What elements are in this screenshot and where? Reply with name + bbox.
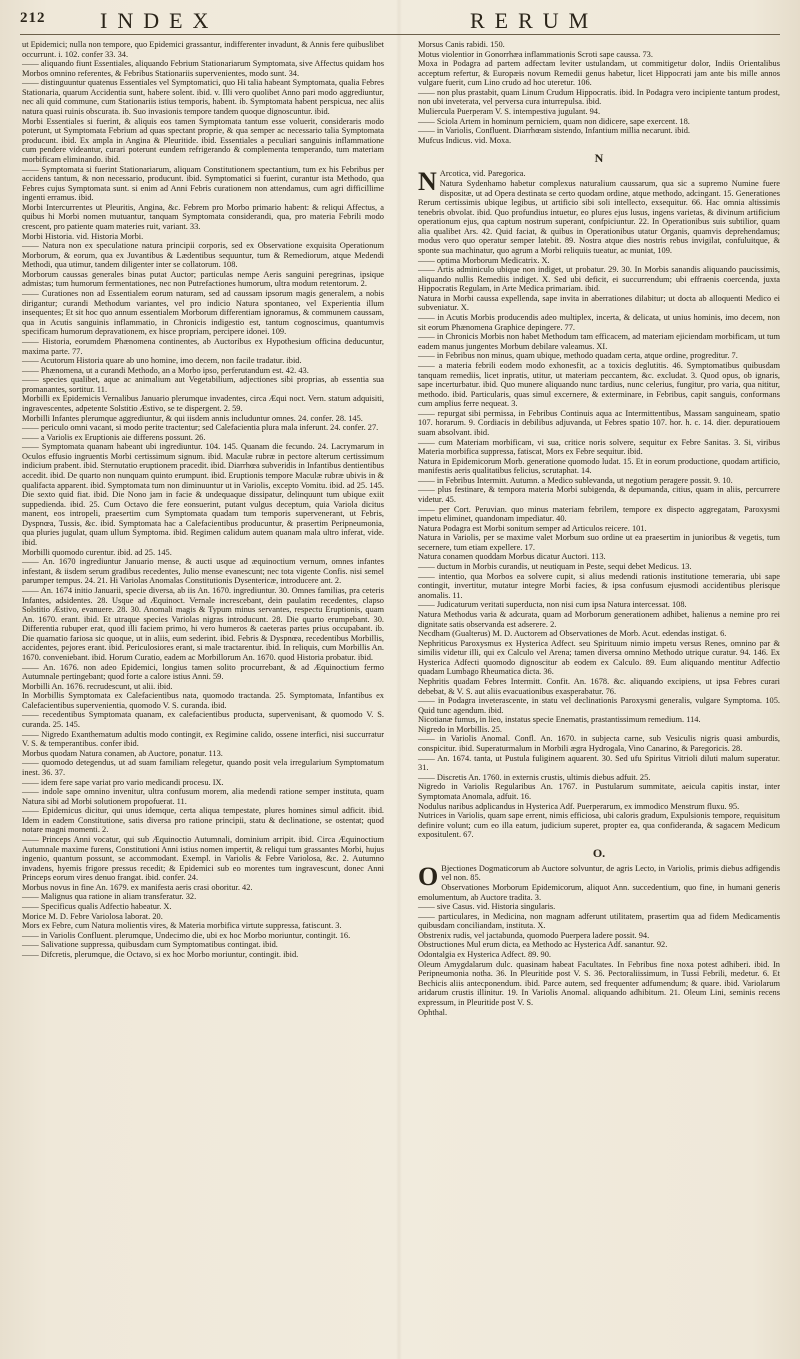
index-entry-text: —— Artis adminiculo ubique non indiget, ut probatur. 29. 30. In Morbis sanandis aliquando paucissimis, aliquando nullis Remediis indiget. X. Sed ubi deficit, ei succurrendum; ubi effraenis coercenda, juxta Hippocratis Regulam, in Arte Medica primariam. ibid. [418, 265, 780, 294]
index-entry-text: Morsus Canis rabidi. 150. [418, 40, 505, 49]
index-entry [22, 758, 384, 777]
index-entry-text: Nutrices in Variolis, quam sape errent, nimis efficiosa, ubi caloris gradum, Expulsionis tempore, requisitum definire volunt; cum eo illa eatum, judicium superet, propter ea, qua confideranda, & sagacem Medicum expositulent. 67. [418, 811, 780, 840]
index-entry [418, 1008, 780, 1018]
index-entry [22, 203, 384, 232]
index-entry-text: —— in Febribus non minus, quam ubique, methodo quadam certa, atque ordine, progreditur. 7. [418, 351, 738, 361]
index-entry [418, 59, 780, 88]
index-entry [22, 931, 384, 941]
entries-o [418, 861, 780, 1017]
index-entry [418, 351, 780, 361]
index-entry-text: Moxa in Podagra ad partem adfectam leviter ustulandam, ut commitigetur dolor, Indiis Orientalibus acceptum refertur, & Europæis novum Remedii genus habetur, licet Hippocrati jam ante bis mille annos vulgare fuerit, cum Lino crudo ad hoc uteretur. 106. [418, 59, 780, 88]
index-entry-text: —— in Podagra inveterascente, in statu vel declinationis Paroxysmi generalis, vulgare Symptoma. 105. Quid tunc agendum. ibid. [418, 696, 780, 715]
index-entry [418, 715, 780, 725]
index-entry [22, 414, 384, 424]
index-entry-text: Morbus quodam Natura conamen, ab Auctore, ponatur. 113. [22, 748, 223, 758]
index-entry [22, 59, 384, 78]
index-entry-text: Muliercula Puerperam V. S. intempestiva jugulant. 94. [418, 107, 601, 117]
index-entry-text: —— Discretis An. 1760. in externis crustis, ultimis diebus adfuit. 25. [418, 772, 651, 782]
index-entry [22, 117, 384, 165]
index-entry [22, 394, 384, 413]
index-entry [22, 912, 384, 922]
index-entry-text: —— Symptomata quanam habeant ubi ingrediuntur. 104. 145. Quanam die fecundo. 24. Lacrymarum in Oculos effusio ingruentis Morbi certissimum signum. ibid. Maculæ rubræ in pectore alterum certissimum indicium prabent. ibid. Sternutatio eruptionem pracedit. ibid. Diarrhœa subveridis in Infantibus dentientibus accedit. ibid. De quarto non nunquam quinto erumpunt. ibid. Eruptionis tempore Maculæ rubræ ubivis in & qualifacta apparent. ibid. Symptomata tum non diminuuntur ut in Variolis, excepto Vomitu. ibid. ad 25. 145. Die sexto quid fiat. ibid. Die Nono jam in facie & undequaque dissipatur, delinquunt tum ubique exiit suppedienda. ibid. 25. Cum Octavo die fere eonsuerint, putant vulgus deceptum, quia Variola dicitus manent, eos intropeli, praesertim cum Symptomata quadam tum temporis supervenerant, ut Febris, Dyspnœa, Tussis, &c. ibid. Symptomata hac a Calefacientibus producuntur, & prasertim Peripneumonia, qua pluries jugulat, quam ullum Symptoma. ibid. Regimen calidum autem quanam mala ultro inferat, vide. ibid. [22, 442, 384, 548]
index-entry [22, 423, 384, 433]
index-entry [418, 572, 780, 601]
index-entry-text: —— aliquando fiunt Essentiales, aliquando Febrium Stationariarum Symptomata, sive Affectus quidam hos Morbos omnino referentes, & Febribus Stationariis supervenientes, modo sunt. 34. [22, 59, 385, 78]
index-entry-text: —— quomodo detegendus, ut ad suam familiam relegetur, quando posit vela irregularium Symptomatum inest. 36. 37. [22, 758, 384, 777]
index-entry-text: Nicotianæ fumus, in lieo, instatus specie Enematis, prastantissimum remedium. 114. [418, 715, 701, 725]
index-entry-text: Morbilli Infantes plerumque aggrediuntur, & qui iisdem annis includuntur omnes. 24. confer. 28. 145. [22, 413, 363, 423]
index-entry [418, 126, 780, 136]
index-entry-text: Natura Podagra est Morbi sonitum semper ad Articulos reicere. 101. [418, 523, 647, 533]
entries-m [418, 40, 780, 145]
index-entry-text: —— idem fere sape variat pro vario medicandi procesu. IX. [22, 777, 224, 787]
index-entry-text: Nephritis quadam Febres Intermitt. Confit. An. 1678. &c. aliquando excipiens, ut ipsa Febres curari debebat, & V. S. aut aliis evacuationibus exasperabatur. 76. [418, 677, 780, 696]
index-entry [418, 107, 780, 117]
index-entry [418, 902, 780, 912]
index-entry [22, 749, 384, 759]
index-entry-text: Observationes Morborum Epidemicorum, aliquot Ann. succedentium, quo fine, in humani generis emolumentum, ab Auctore tradita. 3. [418, 882, 780, 902]
index-entry-text: Morbus novus in fine An. 1679. ex manifesta aeris crasi oboritur. 42. [22, 882, 253, 892]
index-entry [418, 294, 780, 313]
index-entry-text: Morbilli quomodo curentur. ibid. ad 25. 145. [22, 547, 172, 557]
index-entry [418, 265, 780, 294]
index-entry [418, 167, 780, 197]
index-entry-text: —— intentio, qua Morbos ea solvere cupit, si alius medendi rationis institutione temeraria, ubi sape contingit, invertitur, mutatur integre Morbi facies, & ipsa confusum ejusmodi accidentibus plerisque anomalis. 11. [418, 571, 780, 600]
running-head-right: RERUM [470, 8, 599, 33]
index-entry-text: Morbi Historia. vid. Historia Morbi. [22, 231, 144, 241]
index-entry-text: —— periculo omni vacant, si modo perite tractentur; sed Calefacientia plura mala inferunt. 24. confer. 27. [22, 423, 379, 433]
index-entry [22, 40, 384, 59]
index-entry-text: —— Specificus qualis Adfectio habeatur. X. [22, 902, 172, 912]
index-entry [418, 409, 780, 438]
index-entry-text: Necdham (Gualterus) M. D. Auctorem ad Observationes de Morb. Acut. edendas instigat. 6. [418, 629, 727, 639]
index-entry-text: —— Epidemicus dicitur, qui unus idemque, certa aliqua tempestate, plures homines simul adficit. ibid. Idem in eadem Constitutione, satis diversa pro ratione principii, statu & declinatione, se ostentat; quod notare magni momenti. 2. [22, 806, 384, 835]
index-entry [418, 457, 780, 476]
index-entry-text: Natura Sydenhamo habetur complexus naturalium caussarum, qua sic a supremo Numine fuere dispositæ, ut ad Opera destinata se certo quodam ordine, atque methodo, adcingant. 15. Generationes Rerum certissimis ubique legibus, ut artificio sibi soli intellecto, exsequitur. 66. Hac omnia altissimis tenebris obvolat. ibid. Quo profundius intuetur, eo plures ejus lusus, ingens varietas, & divinum artificium operationum ejus, qua captum nostrum superant, confpiciuntur. 22. In Operationibus suis subtilior, quam alia qualibet Ars. 42. Quid faciat, & quibus in Operationibus utatur Organis, quamvis deprehendamus; modus vero quo operatur semper latebit. 89. Nostra atque dies nostris rebus invigilat, confuluitque, & sponte sua machinatur, quo agrum a Morbi reliquiis tueatur, ac muniat, 109. [418, 178, 780, 255]
index-entry [418, 811, 780, 840]
index-column-left [22, 40, 384, 960]
index-entry [22, 663, 384, 682]
index-entry [22, 835, 384, 883]
index-entry-text: Arcotica, vid. Paregorica. [439, 169, 526, 179]
index-entry [22, 787, 384, 806]
index-entry [22, 682, 384, 692]
section-letter-n: N [594, 151, 604, 166]
index-entry-text: Natura Methodus varia & adcurata, quam ad Morborum generationem adhibet, halienus a nemine pro rei dignitate satis observanda est adserere. 2. [418, 609, 780, 629]
index-entry [22, 730, 384, 749]
index-entry-text: Ophthal. [418, 1007, 448, 1017]
index-entry-text: —— Nigredo Exanthematum adultis modo contingit, ex Regimine calido, ossene interfici, nisi succurratur V. S. & temperantibus. confer ibid. [22, 729, 384, 749]
index-entry-text: —— a materia febrili eodem modo exhonesfit, ac a toxicis deglutitis. 46. Symptomatibus quibusdam tanquam remediis, licet inpratis, utitur, ut materiam peccantem, &c. excludat. 3. Quod opus, ob ignaris, sape incerturbatur. ibid. Quo munere aliquando nunc tardius, nunc celerius, fungitur, pro varia, qua nititur, methodo. ibid. Particularis, quas simul excernere, & exterminare, in Febribus, capit sanguis, conformans cum amplius ferre nequeat. 3. [418, 360, 780, 409]
index-column-right [418, 40, 780, 1017]
index-entry [418, 610, 780, 629]
index-entry-text: —— Curationes non ad Essentialem eorum naturam, sed ad caussam ipsorum magis generalem, a nobis dirigantur; curandi Methodum variantes, vel pro indicio Natura spontaneo, vel Experientia illum insequentes; Et sit hoc quo annum essentialem Morborum differentiam ignoramus, & communem caussam, qua in Acutis sanguinis inflammatio, in Chronicis indigestio est, tantum cognoscimus, quantumvis specificam humorum depravationem, ex hisce propriam, percipere idonei. 109. [22, 289, 384, 337]
index-entry [418, 40, 780, 50]
index-entry-text: —— Judicaturum veritati superducta, non nisi cum ipsa Natura intercessat. 108. [418, 600, 687, 610]
index-entry-text: Natura conamen quoddam Morbus dicatur Auctori. 113. [418, 552, 606, 562]
index-entry [418, 88, 780, 107]
index-entry [22, 442, 384, 547]
index-entry [418, 361, 780, 409]
index-entry [22, 557, 384, 586]
index-entry [418, 912, 780, 931]
index-entry [418, 782, 780, 801]
index-entry-text: Natura in Morbi caussa expellenda, sape invita in aberrationes dilabitur; ut docta ab alloquenti Medico ei subveniatur. X. [418, 293, 780, 313]
index-entry-text: Oleum Amygdalarum dulc. quasinam habeat Facultates. In Febribus fine noxa potest adhiberi. ibid. In Peripneumonia notha. 36. In Pleuritide post V. S. 36. Pectoraliissimum, in Tussi Febrili, medetur. 6. Et Bechicis aliis antecponendum. ibid. Parce autem, sed frequenter adfumendum; & quare. ibid. Variolarum aridarum crustis illinitur. 19. In Variolis Anomal. aliquando adhibitum. 21. Oleum Lini, seminis recens expressum, in Pleuritide post V. S. [418, 959, 780, 1007]
index-entry [418, 562, 780, 572]
index-entry-text: —— ductum in Morbis curandis, ut neutiquam in Peste, sequi debet Medicus. 13. [418, 562, 692, 572]
index-entry-text: —— An. 1674 initio Januarii, specie diversa, ab iis An. 1670. ingrediuntur. 30. Omnes familias, pra ceteris Infantes, adsidentes. 28. Usque ad Æquinoct. Vernale increscebant, dein paulatim recedentes, clapso Solstitio Æstivo, evanuere. 28. 30. Anomali magis & Typum minus servantes, respectu Eruptionis, quam An. 1670. erant. ibid. Et utraque species Variolas nigras introducunt. 28. Die quarto erumpebant. 30. Differentia rubuper erat, quod illi faciem primo, hi vero humeros & caeteras partes prius occupabant. ib. Die quamatio fariosa sic quoque, ut in aliis, eum sederint. ibid. Febris & Dyspnœa, recedentibus Morbillis, accidentes, pejores erant. ibid. Periculosiores erant, si male tractarentur. ibid. In reliquis, cum Morbillis An. 1670. conveniebant. ibid. Horum Curatio, eadem ac Morbillorum An. 1670. quod Historia probatur. ibid. [22, 585, 384, 662]
index-entry [418, 773, 780, 783]
index-entry-text: —— Phænomena, ut a curandi Methodo, an a Morbo ipso, perferutandum est. 42. 43. [22, 365, 309, 375]
index-entry [22, 337, 384, 356]
index-entry [418, 313, 780, 332]
index-entry [418, 600, 780, 610]
index-entry [22, 356, 384, 366]
index-entry [418, 332, 780, 351]
index-entry [418, 179, 780, 256]
index-entry-text: Morbi Essentiales si fuerint, & aliquis eos tamen Symptomata tantum esse voluerit, consideraris modo poterunt, ut Symptomata Febrium ad quas spectant proprie, & qua semper ac necessario talia Symptomata producunt. ibid. Ex ampla in Angina & Pleuritide. ibid. Essentiales a peculiari sanguinis inflammatione cum pendere videantur, curari poterunt eundem refrigerando & complementa temperando, tum materiam morbificam eliminando. ibid. [22, 116, 384, 164]
index-entry-text: —— An. 1674. tanta, ut Pustula fuliginem aquarent. 30. Sed ufu Spiritus Vitrioli diluti malum superatur. 31. [418, 753, 780, 773]
index-entry-text: —— distinguuntur quatenus Essentiales vel Symptomatici, quo Hi talia habeant Symptomata, qualia Febres Stationaria, quarum Accidentia sunt, habere solent. ibid. v. Illi vero quolibet Anno pari modo aggrediuntur, nec ali quid commune, cum Stationariis istius temporis, habent. ib. Symptomata habent perspicua, nec aliis natura quasi ruinis obscurata. ib. Suo invasionis tempore tandem quoque dignoscuntur. ibid. [22, 78, 384, 117]
index-entry [418, 802, 780, 812]
index-entry [22, 691, 384, 710]
index-entry-text: Motus violentior in Gonorrhæa inflammationis Scroti sape caussa. 73. [418, 49, 653, 59]
index-entry-text: Natura in Variolis, per se maxime valet Morbum suo ordine ut ea praesertim in junioribus & vegetis, tum secernere, tum etiam expellere. 17. [418, 533, 780, 552]
index-entry [418, 960, 780, 1008]
index-entry-text: Morice M. D. Febre Variolosa laborat. 20. [22, 911, 163, 921]
index-entry-text: —— cum Materiam morbificam, vi sua, critice noris solvere, sequitur ex Febre Sanitas. 3. Si, viribus Materia morbifica suppressa, fatiscat, Mors ex Febre sequitur. ibid. [418, 437, 780, 457]
index-entry [418, 883, 780, 902]
index-entry-text: —— particulares, in Medicina, non magnam adferunt utilitatem, prasertim qua ad fidem Medicamentis quibusdam conciliandam, instituta. X. [418, 911, 780, 931]
index-entry-text: —— indole sape omnino invenitur, ultra confusum morem, alia medendi ratione semper instituta, quam Natura sibi ad Morbi solutionem propofuerat. 11. [22, 787, 384, 806]
index-entry-text: Nigredo in Variolis Regularibus An. 1767. in Pustularum summitate, aeicula capitis instar, inter Symptomata Anomala, adfuit. 16. [418, 782, 780, 801]
index-entry-text: —— in Variolis Confluent. plerumque, Undecimo die, ubi ex hoc Morbo moriuntur, contingit. 16. [22, 930, 351, 940]
index-entry [22, 241, 384, 270]
index-entry [22, 940, 384, 950]
index-entry [418, 754, 780, 773]
index-entry [418, 725, 780, 735]
index-entry-text: —— non plus prastabit, quam Linum Crudum Hippocratis. ibid. In Podagra vero incipiente tantum prodest, non ubi inveterata, vel perversa cura inturrepulsa. ibid. [418, 87, 780, 107]
index-entry-text: —— repurgat sibi permissa, in Febribus Continuis aqua ac Intermittentibus, Massam sanguineam, spatio 107. horarum. 9. Cordiacis in debilibus adjuvanda, ut Febres spatio 107. hor. h. c. 14. dier. depuratiouem suam absolvant. ibid. [418, 408, 780, 437]
index-entry [418, 696, 780, 715]
index-entry [22, 586, 384, 663]
index-entry-text: Nodulus naribus adplicandus in Hysterica Adf. Puerperarum, ex immodico Menstrum fluxu. 95. [418, 801, 740, 811]
index-entry [418, 256, 780, 266]
index-entry [22, 433, 384, 443]
index-entry [418, 861, 780, 891]
index-entry-text: Morbilli An. 1676. recrudescunt, ut alii. ibid. [22, 681, 173, 691]
index-entry [418, 950, 780, 960]
entries-n [418, 169, 780, 839]
index-entry-text: Morborum caussas generales binas putat Auctor; particulas nempe Aeris sanguini peregrinas, ipsique admistas; tum humorum fermentationes, nec non Putrefactiones humorum, ultra modum retentorum. 2. [22, 269, 384, 289]
index-entry-text: Nephriticus Paroxysmus ex Hysterica Adfect. seu Spirituum nimio impetu versus Renes, omnino par & similis videtur illi, qui ex Calculo vel Arena; tamen diversa omnino Methodo utrique curatur. 94. 146. Ex Hysterica Adfecti quomodo dignoscitur ab eodem ex Calculo. 89. Eum aliquando mentitur Adfectio quadam Lumbago Rheumatica dicta. 36. [418, 638, 780, 677]
index-entry [22, 892, 384, 902]
index-entry [22, 548, 384, 558]
section-letter-o: O. [592, 845, 606, 860]
index-entry-text: —— in Variolis, Confluent. Diarrhœam sistendo, Infantium millia necarunt. ibid. [418, 126, 690, 136]
index-entry [22, 78, 384, 116]
index-entry [22, 232, 384, 242]
index-entry [418, 117, 780, 127]
index-entry-text: Bjectiones Dogmaticorum ab Auctore solvuntur, de agris Lecto, in Variolis, primis diebus adfigendis vel non. 85. [441, 863, 780, 883]
index-entry-text: Morbilli ex Epidemicis Vernalibus Januario plerumque invadentes, circa Æqui noct. Vern. statum adquisiti, ingravescentes, adpetente Solstitio Æstivo, se te dispergent. 2. 59. [22, 394, 384, 413]
index-entry [22, 366, 384, 376]
index-entry-text: —— Salivatione suppressa, quibusdam cum Symptomatibus contingat. ibid. [22, 940, 278, 950]
index-entry-text: —— Difcretis, plerumque, die Octavo, si ex hoc Morbo moriuntur, contingit. ibid. [22, 949, 299, 959]
index-entry [22, 375, 384, 394]
index-entry [22, 902, 384, 912]
index-entry [418, 485, 780, 504]
index-entry-text: Obstructiones Mul erum dicta, ea Methodo ac Hysterica Adf. sanantur. 92. [418, 940, 668, 950]
index-entry-text: —— in Variolis Anomal. Confl. An. 1670. in subjecta carne, sub Vesiculis nigris quasi amburdis, conspicitur. ibid. Superaturmalum in Morbili ægra Hydrogala, Vino Canarino, & Paregoricis. 28. [418, 734, 780, 754]
running-head-left: INDEX [100, 8, 219, 33]
index-entry [22, 883, 384, 893]
index-entry-text: —— species qualibet, aque ac animalium aut Vegetabilium, adjectiones sibi proprias, ab essentia sua promanantes, sortitur. 11. [22, 375, 384, 394]
drop-initial: O [418, 861, 439, 891]
index-entry [418, 476, 780, 486]
index-entry [418, 931, 780, 941]
index-entry-text: —— per Cort. Peruvian. quo minus materiam febrilem, tempore ex dispecto aggregatam, Paroxysmi impetu eliminet, quandonam impediatur. 40. [418, 504, 780, 524]
index-entry [22, 165, 384, 203]
index-entry-text: —— Historia, eorumdem Phænomena continentes, ab Auctoribus ex Hypothesium officina deducuntur, maxima parte. 77. [22, 336, 384, 356]
page-number: 212 [20, 10, 46, 26]
index-entry [22, 270, 384, 289]
index-entry-text: Mors ex Febre, cum Natura molientis vires, & Materia morbifica virtute suppressa, fatiscunt. 3. [22, 921, 342, 931]
index-entry-text: —— Malignus qua ratione in aliam transferatur. 32. [22, 892, 197, 902]
index-entry [22, 710, 384, 729]
index-entry [418, 136, 780, 146]
index-entry-text: —— optima Morborum Medicatrix. X. [418, 255, 550, 265]
index-entry-text: Nigredo in Morbillis. 25. [418, 724, 502, 734]
index-entry [22, 806, 384, 835]
index-entry-text: —— Princeps Anni vocatur, qui sub Æquinoctio Autumnali, dominium arripit. ibid. Circa Æquinoctium Autumnale maxime furens, Constitutioni Anni istius nomen impertit, & reliqui tum grassantes Morbi, hujus ingenio, quantum possunt, se accommodant. Exempl. in Variolis & Febre Variolosa, &c. 2. Autumno invadens, hyemis frigore pressus recedit; & Epidemici sub eo morentes tum ingravescunt, donec Anni Princeps eorum vires denuo frangat. ibid. confer. 24. [22, 834, 384, 883]
gutter-shadow [396, 0, 402, 1359]
index-entry-text: —— recedentibus Symptomata quanam, ex calefacientibus producta, supervenisant, & quomodo V. S. curanda. 25. 145. [22, 710, 384, 730]
index-entry [418, 629, 780, 639]
index-entry-text: —— An. 1676. non adeo Epidemici, longius tamen solito procurrebant, & ad Æquinoctium fermo Autumnale pertingebant; quod forte a calore istius Anni. 59. [22, 662, 384, 682]
index-entry-text: —— sive Casus. vid. Historia singularis. [418, 902, 556, 912]
index-entry [22, 778, 384, 788]
index-entry-text: —— Sciola Artem in hominum perniciem, quam non didicere, sape exercent. 18. [418, 116, 690, 126]
index-entry [418, 639, 780, 677]
index-entry [418, 677, 780, 696]
index-entry [418, 552, 780, 562]
index-entry-text: —— in Acutis Morbis producendis adeo multiplex, incerta, & delicata, ut unius hominis, imo decem, non sit eorum Phænomena Graphice depingere. 77. [418, 313, 780, 332]
index-entry-text: ut Epidemici; nulla non tempore, quo Epidemici grassantur, indifferenter invadunt, & Annis fere quibuslibet occurrunt. i. 102. confer 33. 34. [22, 40, 384, 59]
index-entry [22, 289, 384, 337]
header-rule [20, 34, 780, 35]
index-entry-text: —— Natura non ex speculatione natura principii corporis, sed ex Observatione exquisita Operationum Morborum, & eorum, qua ex Juvantibus & Lædentibus sequuntur, tum & Remediorum, atque Medendi Methodi, qua utimur, tandem diligenter inter se collatorum. 108. [22, 241, 384, 270]
index-entry [418, 533, 780, 552]
index-entry [418, 524, 780, 534]
index-entry [418, 505, 780, 524]
index-entry-text: —— plus festinare, & tempora materia Morbi subigenda, & depumanda, citius, quam in aliis, percurrere videtur. 45. [418, 485, 780, 505]
index-entry [418, 734, 780, 753]
index-entry [418, 438, 780, 457]
index-entry-text: Obstrenix rudis, vel jactabunda, quomodo Puerpera ladere possit. 94. [418, 930, 650, 940]
index-entry-text: In Morbillis Symptomata ex Calefacientibus nata, quomodo tractanda. 25. Symptomata, Infantibus ex Calefacientibus supervenientia, quomodo V. S. curanda. ibid. [22, 691, 384, 710]
index-entry [22, 921, 384, 931]
index-entry-text: —— in Chronicis Morbis non habet Methodum tam efficacem, ad materiam ejiciendam morbificam, ut tum eadem manus jungentes Morbum debilare valeamus. XI. [418, 332, 780, 351]
index-entry-text: —— in Febribus Intermitt. Autumn. a Medico sublevanda, ut negotium peragere possit. 9. 10. [418, 475, 733, 485]
index-entry [418, 940, 780, 950]
drop-initial: N [418, 167, 437, 197]
index-entry-text: Morbi Intercurrentes ut Pleuritis, Angina, &c. Febrem pro Morbo primario habent: & reliqui Affectus, a quibus hi Morbi nomen mutuantur, tanquam Symptomata considerandi, qua, pro materia Febrili modo crescent, pro patiente quam materies ruit, variant. 33. [22, 202, 384, 231]
index-entry-text: —— Symptomata si fuerint Stationariarum, aliquam Constitutionem spectantium, tum ex his Febribus per accidens tantum, & non necessario, producunt. ibid. Symptomatici si fuerint, curantur ista Methodo, qua Febres cujus Symptomata sunt. si enim ad Anni Febris curationem non attendamus, cum agri difficillime ingenti erramus. ibid. [22, 164, 384, 203]
index-entry-text: Natura in Epidemicorum Morb. generatione quomodo ludat. 15. Et in eorum productione, quodam artificio, manifestis aeris qualitatibus felicius, scrutaphat. 14. [418, 456, 780, 476]
index-entry-text: Odontalgia ex Hysterica Adfect. 89. 90. [418, 950, 552, 960]
index-entry-text: —— An. 1670 ingrediuntur Januario mense, & aucti usque ad æquinoctium vernum, omnes infantes infestant, & iisdem serum gradibus recedentes, Julio mense evanescunt; nec tota vigente Confis. nisi semel parumper tempus. 24. 21. Hi Variolas Anomalas Constitutionis Dysentericæ, introducere ant. 2. [22, 557, 384, 586]
index-entry-text: Mufcus Indicus. vid. Moxa. [418, 135, 512, 145]
index-entry-text: —— a Variolis ex Eruptionis aie differens possunt. 26. [22, 432, 206, 442]
index-entry-text: —— Acutorum Historia quare ab uno homine, imo decem, non facile tradatur. ibid. [22, 356, 302, 366]
index-entry [418, 50, 780, 60]
index-entry [22, 950, 384, 960]
